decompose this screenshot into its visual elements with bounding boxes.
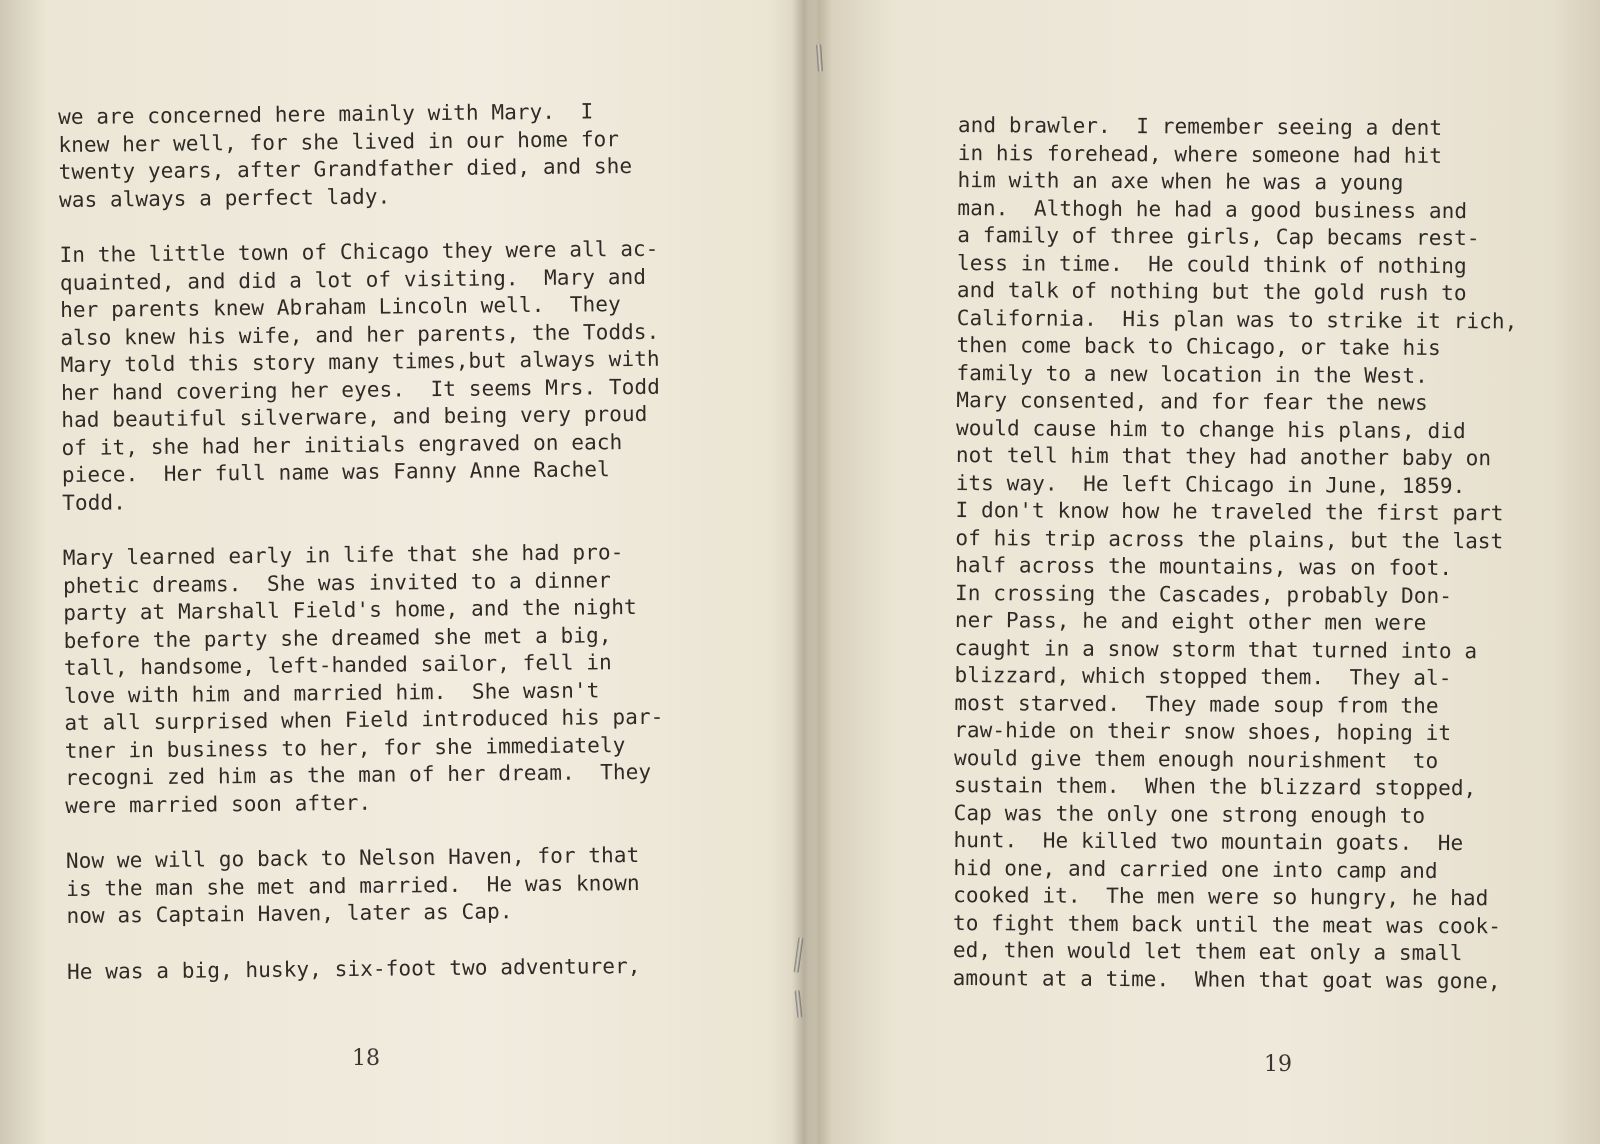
text-line: hid one, and carried one into camp and	[953, 855, 1438, 883]
paragraph	[59, 236, 661, 517]
text-line: piece. Her full name was Fanny Anne Rachel	[61, 457, 610, 487]
text-line: Mary learned early in life that she had pro-	[62, 540, 624, 570]
text-line: man. Althogh he had a good business and	[957, 195, 1468, 223]
text-line: her parents knew Abraham Lincoln well. They	[60, 292, 621, 322]
text-line: her hand covering her eyes. It seems Mrs. Todd	[60, 374, 661, 405]
text-line: a family of three girls, Cap becams rest-	[957, 222, 1480, 251]
text-line: its way. He left Chicago in June, 1859.	[955, 470, 1466, 498]
paragraph	[63, 539, 665, 820]
text-line: ner Pass, he and eight other men were	[954, 607, 1427, 635]
text-line: twenty years, after Grandfather died, and she	[58, 153, 633, 184]
text-line: less in time. He could think of nothing	[957, 250, 1467, 278]
text-line: cooked it. The men were so hungry, he had	[953, 882, 1489, 911]
text-line: of it, she had her initials engraved on each	[61, 429, 623, 460]
text-line: Mary consented, and for fear the news	[956, 387, 1428, 415]
text-line: him with an axe when he was a young	[957, 167, 1404, 195]
paragraph	[66, 842, 666, 931]
paragraph	[58, 98, 658, 214]
text-line: knew her well, for she lived in our home for	[58, 126, 620, 157]
paragraph	[953, 112, 1519, 995]
text-line: was always a perfect lady.	[58, 184, 391, 212]
text-line: also knew his wife, and her parents, the Todds.	[60, 319, 660, 350]
text-line: then come back to Chicago, or take his	[956, 332, 1441, 360]
text-line: and brawler. I remember seeing a dent	[957, 112, 1443, 140]
text-line: of his trip across the plains, but the last	[955, 525, 1504, 553]
right-page-text	[952, 112, 1518, 1023]
text-line: and talk of nothing but the gold rush to	[956, 277, 1467, 306]
text-line: caught in a snow storm that turned into a	[954, 635, 1478, 663]
text-line: love with him and married him. She wasn't	[64, 677, 600, 708]
text-line: we are concerned here mainly with Mary. I	[58, 99, 594, 129]
text-line: party at Marshall Field's home, and the night	[63, 594, 637, 625]
text-line: at all surprised when Field introduced his par-	[64, 704, 664, 735]
text-line: ed, then would let them eat only a small	[952, 937, 1463, 966]
text-line: hunt. He killed two mountain goats. He	[953, 827, 1464, 856]
text-line: blizzard, which stopped them. They al-	[954, 662, 1452, 691]
text-line: to fight them back until the meat was cook-	[952, 910, 1502, 938]
text-line: He was a big, husky, six-foot two adventurer,	[66, 953, 641, 984]
text-line: California. His plan was to strike it rich,	[956, 305, 1518, 333]
text-line: sustain them. When the blizzard stopped,	[953, 772, 1477, 801]
text-line: Now we will go back to Nelson Haven, for that	[65, 842, 640, 873]
text-line: would cause him to change his plans, did	[955, 415, 1466, 443]
text-line: in his forehead, where someone had hit	[957, 140, 1443, 168]
left-page-number: 18	[352, 1046, 380, 1071]
left-page-text	[58, 98, 666, 1014]
text-line: phetic dreams. She was invited to a dinner	[62, 567, 612, 598]
text-line: most starved. They made soup from the	[954, 690, 1439, 718]
text-line: were married soon after.	[65, 790, 372, 818]
text-line: Todd.	[62, 489, 127, 515]
text-line: In crossing the Cascades, probably Don-	[954, 580, 1453, 608]
text-line: Cap was the only one strong enough to	[953, 800, 1426, 828]
text-line: In the little town of Chicago they were all ac-	[59, 236, 659, 267]
text-line: half across the mountains, was on foot.	[955, 552, 1453, 581]
text-line: not tell him that they had another baby on	[955, 442, 1492, 471]
text-line: would give them enough nourishment to	[953, 745, 1439, 773]
text-line: tall, handsome, left-handed sailor, fell in	[63, 650, 612, 680]
text-line: had beautiful silverware, and being very proud	[61, 401, 648, 432]
text-line: I don't know how he traveled the first part	[955, 497, 1504, 526]
paragraph	[67, 952, 666, 986]
text-line: is the man she met and married. He was known	[66, 870, 640, 901]
text-line: before the party she dreamed she met a big,	[63, 622, 612, 653]
right-page-number: 19	[1264, 1052, 1292, 1077]
text-line: family to a new location in the West.	[956, 360, 1428, 388]
text-line: Mary told this story many times,but always with	[60, 346, 660, 377]
text-line: amount at a time. When that goat was gone,	[952, 965, 1501, 993]
text-line: recogni zed him as the man of her dream. They	[64, 759, 652, 790]
text-line: quainted, and did a lot of visiting. Mary and	[59, 264, 647, 295]
text-line: now as Captain Haven, later as Cap.	[66, 899, 513, 928]
right-page	[808, 0, 1600, 1144]
text-line: tner in business to her, for she immediately	[64, 732, 626, 763]
text-line: raw-hide on their snow shoes, hoping it	[954, 717, 1452, 746]
